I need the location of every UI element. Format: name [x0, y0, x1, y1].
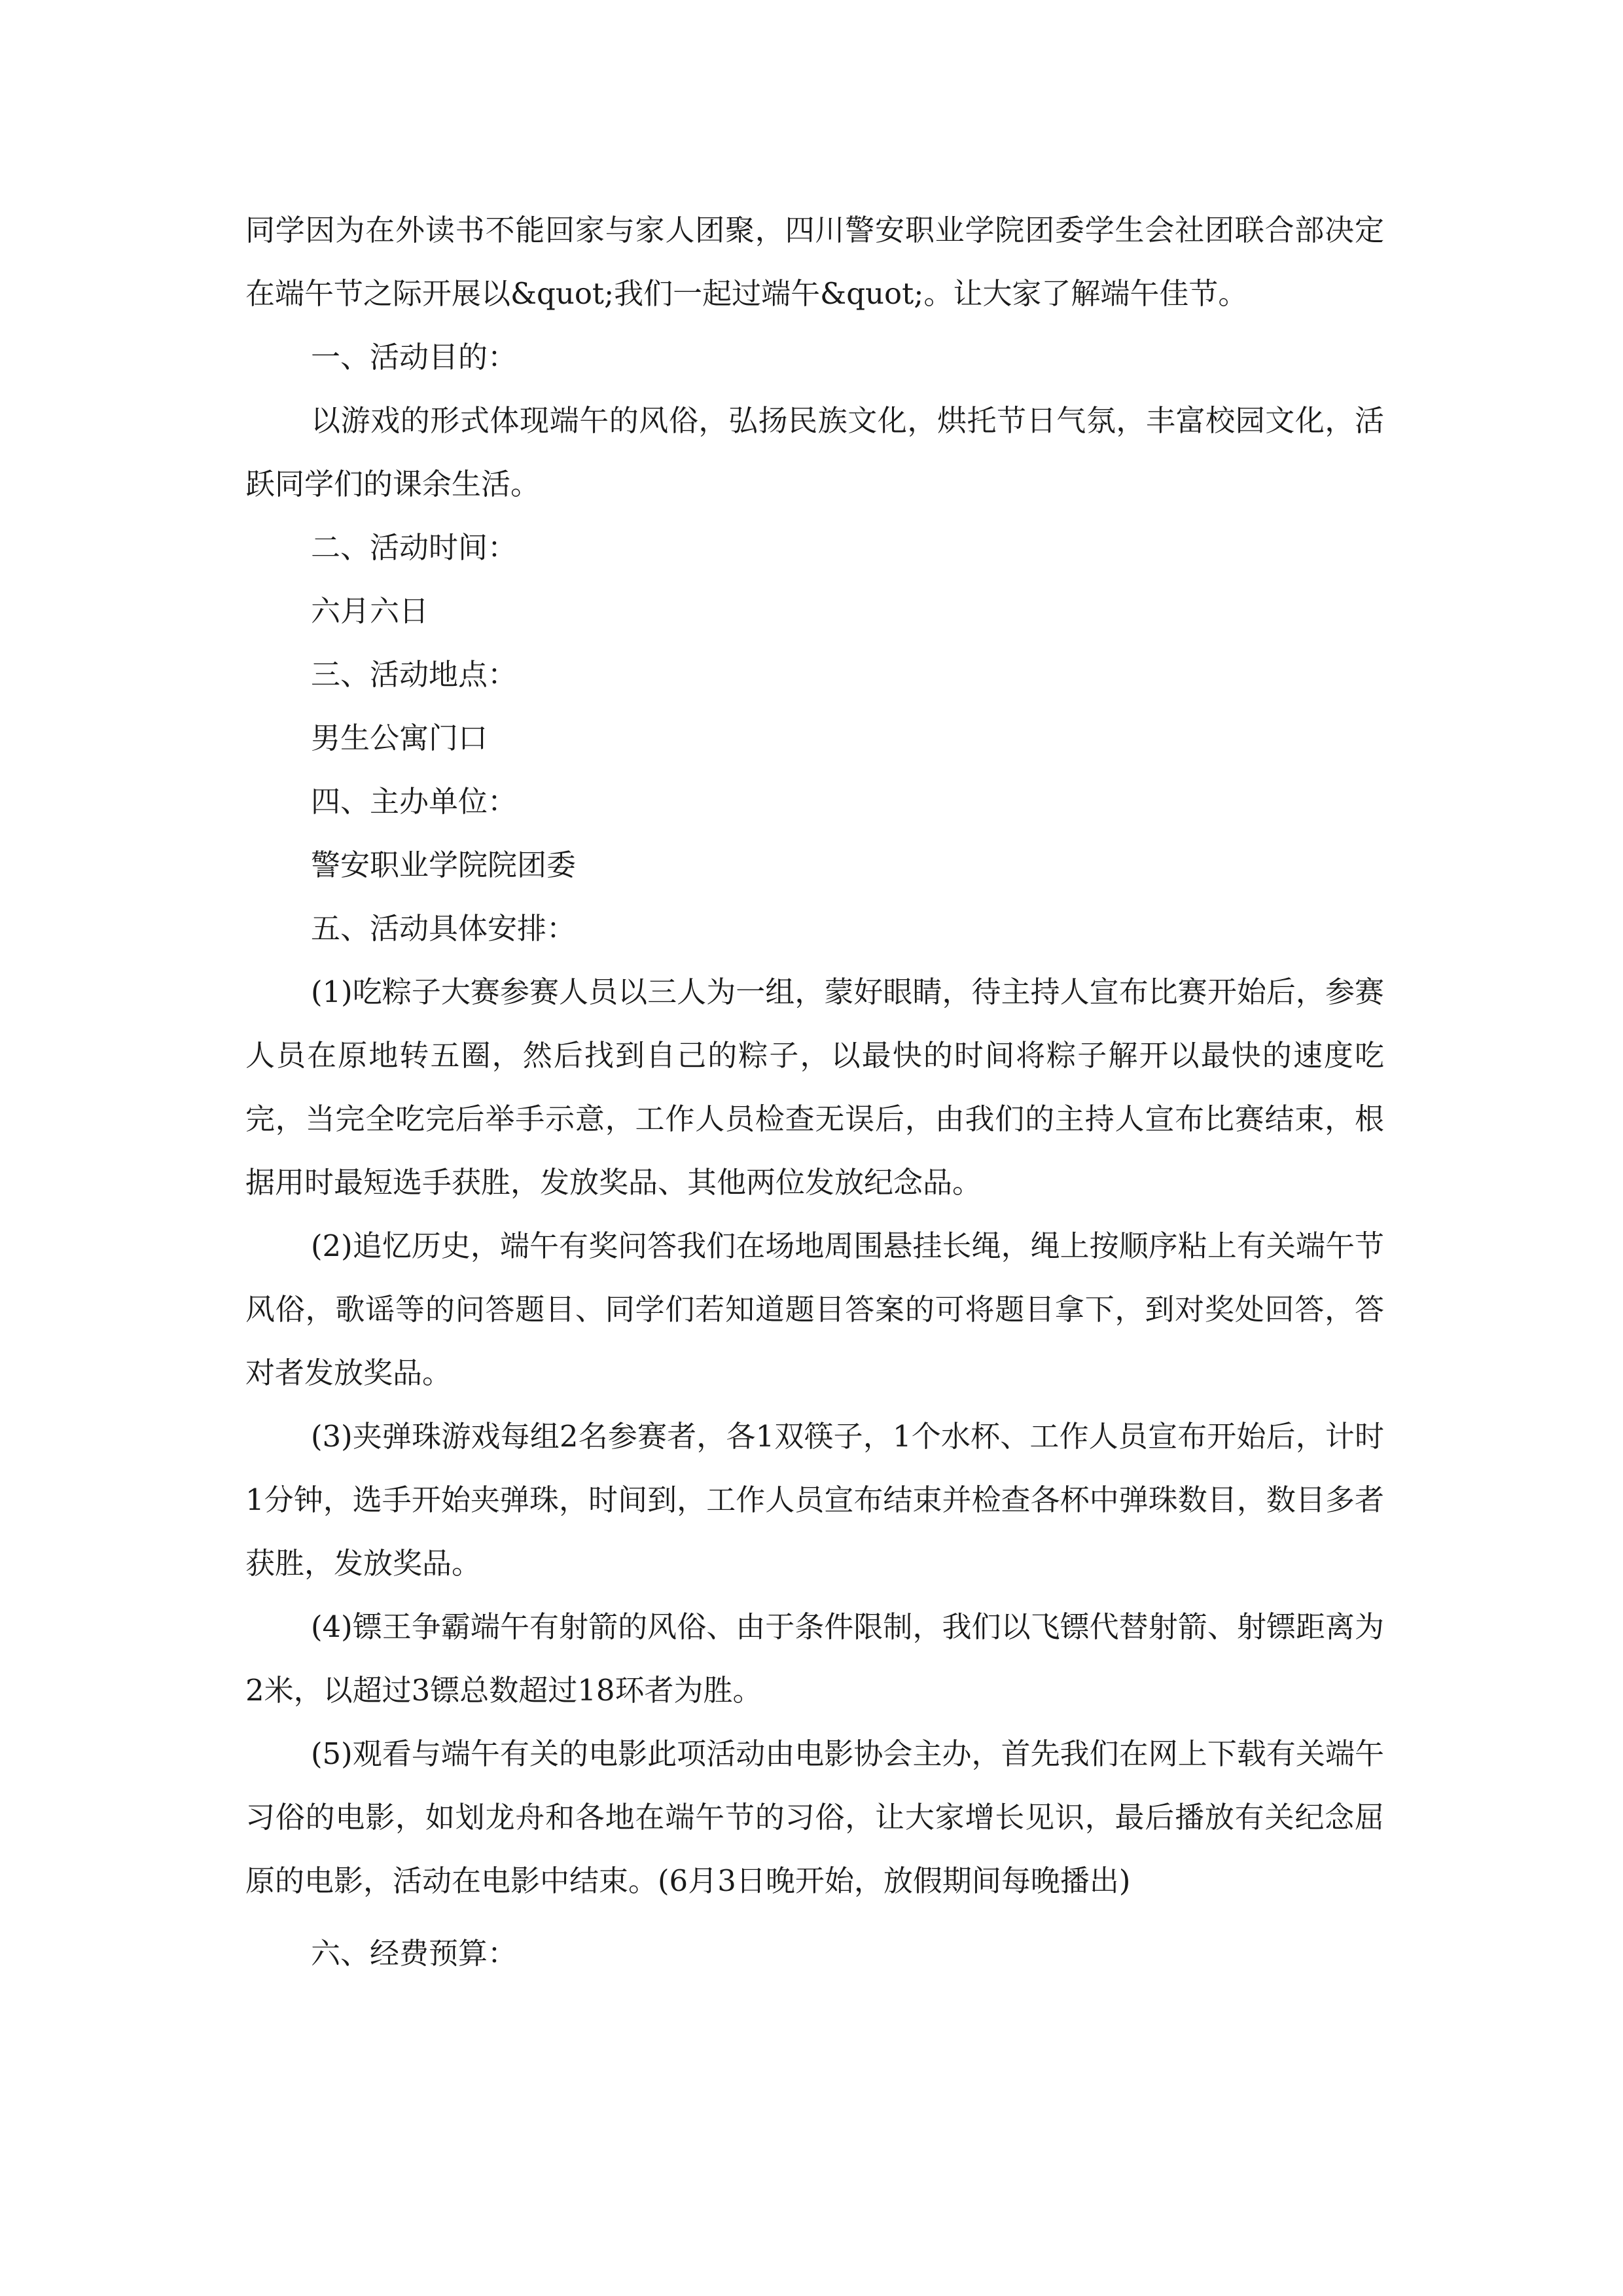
heading-budget: 六、经费预算： [311, 1936, 518, 1971]
heading-organizer: 四、主办单位： [311, 784, 518, 819]
schedule-item-5: (5)观看与端午有关的电影此项活动由电影协会主办，首先我们在网上下载有关端午习俗的电影，如划龙舟和各地在端午节的习俗，让大家增长见识，最后播放有关纪念屈原的电影，活动在电影中结束。(6月3日晚开始，放假期间每晚播出) [245, 1736, 1384, 1898]
schedule-item-3: (3)夹弹珠游戏每组2名参赛者，各1双筷子，1个水杯、工作人员宣布开始后，计时1分钟，选手开始夹弹珠，时间到，工作人员宣布结束并检查各杯中弹珠数目，数目多者获胜，发放奖品。 [245, 1419, 1384, 1581]
schedule-item-2: (2)追忆历史，端午有奖问答我们在场地周围悬挂长绳，绳上按顺序粘上有关端午节风俗，歌谣等的问答题目、同学们若知道题目答案的可将题目拿下，到对奖处回答，答对者发放奖品。 [245, 1229, 1384, 1390]
activity-purpose-text: 以游戏的形式体现端午的风俗，弘扬民族文化，烘托节日气氛，丰富校园文化，活跃同学们的课余生活。 [245, 403, 1384, 501]
heading-activity-purpose: 一、活动目的： [311, 340, 518, 374]
organizer-text: 警安职业学院院团委 [311, 848, 577, 882]
activity-location-text: 男生公寓门口 [311, 721, 488, 755]
heading-activity-location: 三、活动地点： [311, 657, 518, 692]
heading-activity-time: 二、活动时间： [311, 530, 518, 565]
schedule-item-1: (1)吃粽子大赛参赛人员以三人为一组，蒙好眼睛，待主持人宣布比赛开始后，参赛人员在原地转五圈，然后找到自己的粽子，以最快的时间将粽子解开以最快的速度吃完，当完全吃完后举手示意，工作人员检查无误后，由我们的主持人宣布比赛结束，根据用时最短选手获胜，发放奖品、其他两位发放纪念品。 [245, 975, 1384, 1200]
heading-schedule: 五、活动具体安排： [311, 911, 577, 946]
activity-time-text: 六月六日 [311, 594, 429, 628]
schedule-item-4: (4)镖王争霸端午有射箭的风俗、由于条件限制，我们以飞镖代替射箭、射镖距离为2米，以超过3镖总数超过18环者为胜。 [245, 1609, 1384, 1708]
intro-paragraph: 同学因为在外读书不能回家与家人团聚，四川警安职业学院团委学生会社团联合部决定在端午节之际开展以&quot;我们一起过端午&quot;。让大家了解端午佳节。 [245, 213, 1384, 311]
document-body [245, 198, 1384, 1985]
